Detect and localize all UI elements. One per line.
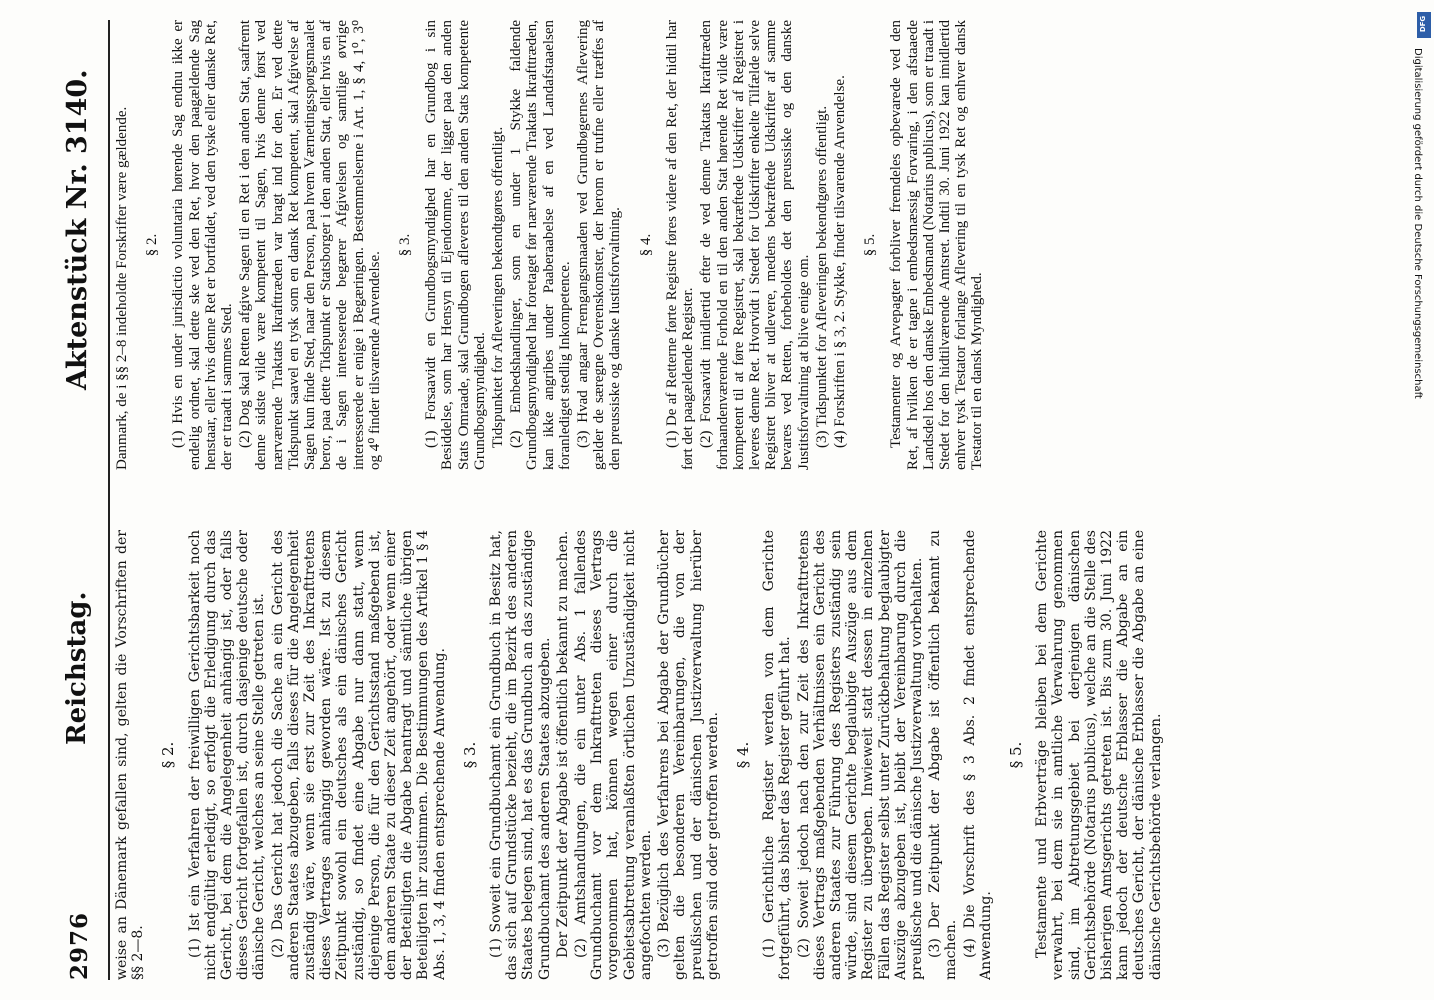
german-s4-paragraph-1: (1) Gerichtliche Register werden von dem Gerichte fortgeführt, das bisher das Register geführt hat. (761, 530, 794, 980)
page-number: 2976 (66, 911, 93, 980)
german-s2-paragraph-1: (1) Ist ein Verfahren der freiwilligen Gerichtsbarkeit noch nicht endgültig erledigt, so erfolgt die Erledigung durch das Gericht, bei dem die Angelegenheit anhängig ist, oder falls dieses Gericht fortgefallen ist, durch dasjenige deutsche oder dänische Gericht, welches an seine Stelle getreten ist. (186, 530, 268, 980)
danish-s3-paragraph-1: (1) Forsaavidt en Grundbogsmyndighed har en Grundbog i sin Besiddelse, som har Hensyn til Ejendomme, der ligger paa den anden Stats Omraade, skal Grundbogen afleveres til den anden Stats kompetente Grundbogsmyndighed. (423, 20, 488, 470)
german-s4-paragraph-3: (3) Der Zeitpunkt der Abgabe ist öffentlich bekannt zu machen. (927, 530, 960, 980)
german-section-3-heading: § 3. (460, 741, 479, 769)
danish-section-4-heading: § 4. (637, 233, 654, 257)
german-s4-paragraph-2: (2) Soweit jedoch nach den zur Zeit des Inkrafttretens dieses Vertrags maßgebenden Verhältnissen ein Gericht des anderen Staates zur Führung des Registers zuständig sein würde, sind diesem Gerichte beglaubigte Auszüge aus dem Register zu übergeben. Inwieweit statt dessen in einzelnen Fällen das Register selbst unter Zurückbehaltung beglaubigter Auszüge abzugeben ist, bleibt der Vereinbarung durch die preußische und die dänische Justizverwaltung vorbehalten. (795, 530, 925, 980)
danish-s2-paragraph-2: (2) Dog skal Retten afgive Sagen til en Ret i den anden Stat, saafremt denne sidste vilde være kompetent til Sagen, hvis denne først ved nærværende Traktats Ikrafttræden var bragt ind for den. Er ved dette Tidspunkt saavel en tysk som en dansk Ret kompetent, skal Afgivelse af Sagen kun finde Sted, naar den Person, paa hvem Værnetingsspørgsmaalet beror, paa dette Tidspunkt er Statsborger i den anden Stat, eller hvis en af de i Sagen interesserede begærer Afgivelsen og samtlige øvrige interesserede er enige i Begæringen. Bestemmelserne i Art. 1, § 4, 1⁰, 3⁰ og 4⁰ finder tilsvarende Anvendelse. (237, 20, 383, 470)
danish-s4-paragraph-2: (2) Forsaavidt imidlertid efter de ved denne Traktats Ikrafttræden forhaandenværende Forhold en til den anden Stat hørende Ret vilde være kompetent til at føre Registret, skal bekræftede Udskrifter af Registret i leveres denne Ret. Hvorvidt i Stedet for Udskrifter enkelte Tilfælde selve Registret bliver at udlevere, medens bekræftede Udskrifter af samme bevares ved Retten, forbeholdes det den preussiske og den danske Justitsforvaltning at blive enige om. (698, 20, 812, 470)
german-s3-paragraph-1: (1) Soweit ein Grundbuchamt ein Grundbuch in Besitz hat, das sich auf Grundstücke bezieht, die im Bezirk des anderen Staates belegen sind, hat es das Grundbuch an das zuständige Grundbuchamt des anderen Staates abzugeben. (488, 530, 553, 980)
digitization-credit (1412, 48, 1431, 998)
german-section-5-heading: § 5. (1006, 741, 1025, 769)
danish-s2-paragraph-1: (1) Hvis en under jurisdictio voluntaria hørende Sag endnu ikke er endelig ordnet, skal dette ske ved den Ret, hvor den paagældende Sag henstaar, eller hvis denne Ret er bortfaldet, ved den tyske eller danske Ret, der er traadt i sammes Sted. (170, 20, 236, 470)
header-title-left: Reichstag. (62, 591, 92, 745)
danish-s4-paragraph-1: (1) De af Retterne førte Registre føres videre af den Ret, der hidtil har ført det paagældende Register. (663, 20, 697, 470)
page-header (62, 20, 120, 980)
danish-section-2-heading: § 2. (144, 233, 161, 257)
header-rule (108, 20, 110, 980)
german-s3-paragraph-3: (3) Bezüglich des Verfahrens bei Abgabe der Grundbücher gelten die besonderen Vereinbarungen, die von der preußischen und der dänischen Justizverwaltung hierüber getroffen sind oder getroffen werden. (656, 530, 721, 980)
german-s3-paragraph-2: (2) Amtshandlungen, die ein unter Abs. 1 fallendes Grundbuchamt vor dem Inkrafttreten dieses Vertrags vorgenommen hat, können wegen einer durch die Gebietsabtretung veranlaßten örtlichen Unzuständigkeit nicht angefochten werden. (573, 530, 654, 980)
german-column (114, 530, 1369, 980)
danish-intro: Danmark, de i §§ 2–8 indeholdte Forskrifter være gældende. (114, 106, 130, 470)
digitization-credit-text: Digitalisierung gefördert durch die Deutsche Forschungsgemeinschaft (1412, 48, 1423, 399)
digitization-sidebar (1412, 8, 1433, 998)
danish-s5-paragraph-1: Testamenter og Arvepagter forbliver fremdeles opbevarede ved den Ret, af hvilken de er tagne i embedsmæssig Forvaring, i den afstaaede Landsdel hos den danske Embedsmand (Notarius publicus), som er traadt i Stedet for den hidtilværende Amtsret. Indtil 30. Juni 1922 kan imidlertid enhver tysk Testator forlange Aflevering til en tysk Ret og enhver dansk Testator til en dansk Myndighed. (888, 20, 986, 470)
danish-s3-paragraph-2: (2) Embedshandlinger, som en under 1 Stykke faldende Grundbogsmyndighed har foretaget før nærværende Traktats Ikrafttræden, kan ikke angribes under Paaberaabelse af en ved Landafstaaelsen foranlediget stedlig Inkompetence. (508, 20, 573, 470)
german-s5-paragraph-1: Testamente und Erbverträge bleiben bei dem Gerichte verwahrt, bei dem sie in amtliche Verwahrung genommen sind, im Abtretungsgebiet bei derjenigen dänischen Gerichtsbehörde (Notarius publicus), welche an die Stelle des bisherigen Amtsgerichts getreten ist. Bis zum 30. Juni 1922 kann jedoch der deutsche Erblasser die Abgabe an ein deutsches Gericht, der dänische Erblasser die Abgabe an eine dänische Gerichtsbehörde verlangen. (1034, 530, 1164, 980)
german-s4-paragraph-4: (4) Die Vorschrift des § 3 Abs. 2 findet entsprechende Anwendung. (961, 530, 994, 980)
rotated-page-content (62, 20, 1434, 980)
dfg-logo (1417, 12, 1431, 38)
danish-s3-paragraph-3: (3) Hvad angaar Fremgangsmaaden ved Grundbøgernes Aflevering gælder de særegne Overenskomster, der herom er trufne eller træffes af den preussiske og danske Iustitsforvaltning. (575, 20, 624, 470)
danish-section-5-heading: § 5. (862, 233, 879, 257)
danish-s4-paragraph-4: (4) Forskriften i § 3, 2. Stykke, finder tilsvarende Anvendelse. (831, 75, 848, 448)
german-intro: weise an Dänemark gefallen sind, gelten die Vorschriften der §§ 2—8. (114, 530, 147, 980)
dfg-logo-text: DFG (1419, 15, 1428, 33)
danish-s4-paragraph-3: (3) Tidspunktet for Afleveringen bekendtgøres offentligt. (813, 105, 830, 448)
danish-section-3-heading: § 3. (397, 233, 414, 257)
danish-s3-paragraph-1b: Tidspunktet for Afleveringen bekendtgøres offentligt. (490, 126, 507, 448)
danish-column (114, 20, 1369, 470)
german-s3-paragraph-1b: Der Zeitpunkt der Abgabe ist öffentlich bekannt zu machen. (554, 530, 571, 958)
german-section-4-heading: § 4. (733, 741, 752, 769)
german-section-2-heading: § 2. (159, 741, 178, 769)
header-title-right: Aktenstück Nr. 3140. (62, 69, 93, 390)
german-s2-paragraph-2: (2) Das Gericht hat jedoch die Sache an ein Gericht des anderen Staates abzugeben, falls dieses für die Angelegenheit zuständig wäre, wenn sie erst zur Zeit des Inkrafttretens dieses Vertrages anhängig geworden wäre. Ist zu diesem Zeitpunkt sowohl ein deutsches als ein dänisches Gericht zuständig, so findet eine Abgabe nur dann statt, wenn diejenige Person, die für den Gerichtsstand maßgebend ist, dem anderen Staate zu dieser Zeit angehört, oder wenn einer der Beteiligten die Abgabe beantragt und sämtliche übrigen Beteiligten ihr zustimmen. Die Bestimmungen des Artikel 1 § 4 Abs. 1, 3, 4 finden entsprechende Anwendung. (269, 530, 448, 980)
